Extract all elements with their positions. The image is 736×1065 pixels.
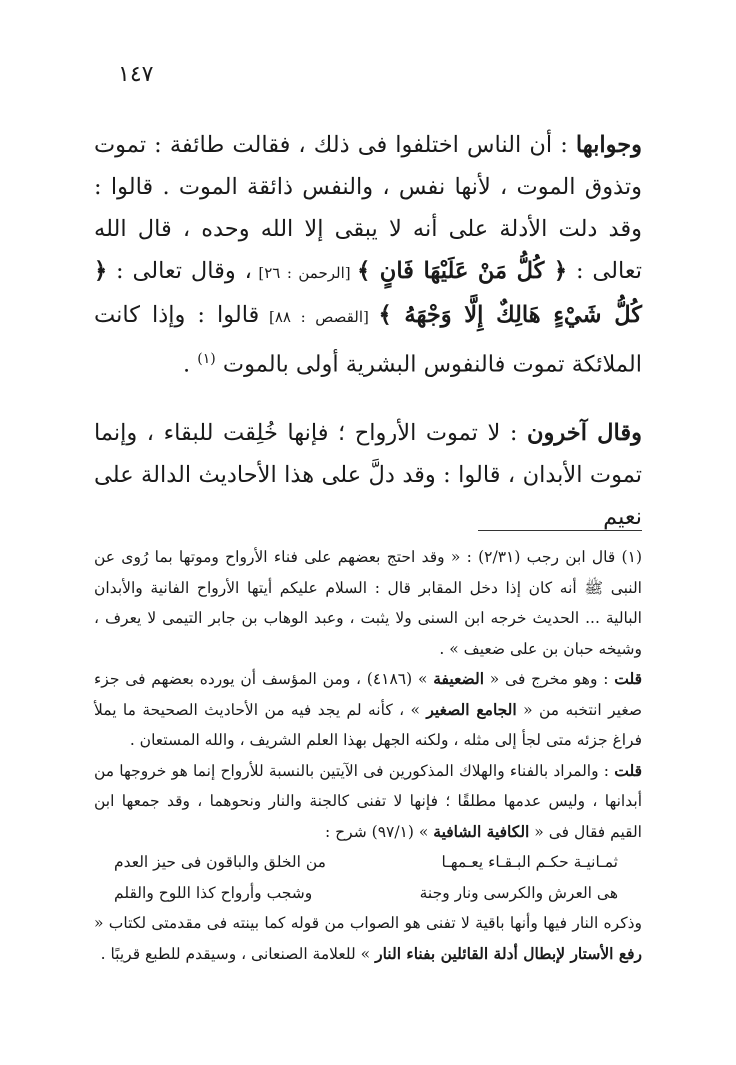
comment-lead: قلت	[614, 669, 642, 688]
verse-hemistich: ثمـانيـة حكـم البـقـاء يعـمهـا	[441, 853, 618, 871]
verse-reference: [الرحمن : ٢٦]	[251, 264, 358, 282]
comment-text: وذكره النار فيها وأنها باقية لا تفنى هو الصواب من قوله كما بينته فى مقدمتى لكتاب «	[94, 914, 642, 932]
comment-lead: قلت	[614, 760, 642, 780]
paragraph-text: : لا تموت الأرواح ؛ فإنها خُلِقت للبقاء ، وإنما تموت الأبدان ، قالوا : وقد دلَّ على هذا الأحاديث الدالة على نعيم	[94, 419, 642, 530]
paragraph-others	[94, 412, 642, 538]
footnote-marker: (١)	[197, 351, 216, 367]
footnotes	[94, 542, 642, 969]
paragraph-text: قالوا : وإذا كانت الملائكة تموت فالنفوس البشرية أولى بالموت	[94, 302, 642, 378]
paragraph-text: : أن الناس اختلفوا فى ذلك ، فقالت طائفة : تموت وتذوق الموت ، لأنها نفس ، والنفس ذائقة الموت . قالوا : وقد دلت الأدلة على أنه لا يبقى إلا الله وحده ، قال الله تعالى :	[94, 132, 643, 284]
comment-text: : والمراد بالفناء والهلاك المذكورين فى الآيتين بالنسبة للأرواح إنما هو خروجها من أبدانها ، وليس عدمها مطلقًا ؛ فإنها لا تفنى كالجنة والنار ونحوهما ، وقد جمعها ابن القيم فقال فى «	[94, 761, 642, 841]
book-title: الكافية الشافية	[433, 821, 530, 841]
poem-verse	[94, 878, 642, 909]
comment-text: : وهو مخرج فى «	[484, 670, 615, 688]
comment-text: » ، كأنه لم يجد فيه من الأحاديث الصحيحة ما يملأ فراغ جزئه متى لجأ إلى مثله ، ولكنه الجهل بهذا العلم الشريف ، والله المستعان .	[94, 700, 642, 749]
comment-text: » (٤١٨٦) ، ومن المؤسف أن يورده بعضهم فى جزء صغير انتخبه من «	[94, 670, 642, 719]
book-title: رفع الأستار لإبطال أدلة القائلين بفناء النار	[375, 943, 642, 963]
paragraph-answer	[94, 124, 642, 386]
verse-hemistich: هى العرش والكرسى ونار وجنة	[419, 883, 618, 902]
verse-hemistich: وشجب وأرواح كذا اللوح والقلم	[114, 883, 313, 902]
paragraph-end: .	[182, 351, 198, 378]
main-text	[94, 124, 642, 538]
quran-verse: ﴿ كُلُّ شَيْءٍ هَالِكٌ إِلَّا وَجْهَهُ ﴾	[94, 258, 642, 328]
footnote-comment-2	[94, 756, 642, 848]
page-number: ١٤٧	[118, 62, 154, 87]
footnote-comment-1	[94, 664, 642, 756]
comment-text: » للعلامة الصنعانى ، وسيقدم للطبع قريبًا .	[100, 944, 376, 963]
book-title: الجامع الصغير	[426, 699, 517, 719]
verse-hemistich: من الخلق والباقون فى حيز العدم	[114, 853, 326, 871]
comment-text: » (٩٧/١) شرح :	[325, 822, 434, 841]
paragraph-lead: وقال آخرون	[526, 419, 642, 446]
verse-reference: [القصص : ٨٨]	[259, 308, 379, 326]
footnote-comment-3	[94, 908, 642, 969]
poem-verse	[94, 847, 642, 878]
paragraph-text: ، وقال تعالى :	[107, 258, 252, 284]
footnote-1: (١) قال ابن رجب (٢/٣١) : « وقد احتج بعضهم على فناء الأرواح وموتها بما رُوى عن النبى ﷺ أنه كان إذا دخل المقابر قال : السلام عليكم أيتها الأرواح الفانية والأبدان البالية ... الحديث خرجه ابن السنى ولا يثبت ، وعبد الوهاب بن جابر التيمى لا يعرف ، وشيخه حبان بن على ضعيف » .	[94, 548, 642, 658]
quran-verse: ﴿ كُلُّ مَنْ عَلَيْهَا فَانٍ ﴾	[357, 258, 568, 284]
paragraph-lead: وجوابها	[575, 132, 642, 158]
book-title: الضعيفة	[433, 669, 485, 688]
footnote-divider	[478, 530, 642, 531]
